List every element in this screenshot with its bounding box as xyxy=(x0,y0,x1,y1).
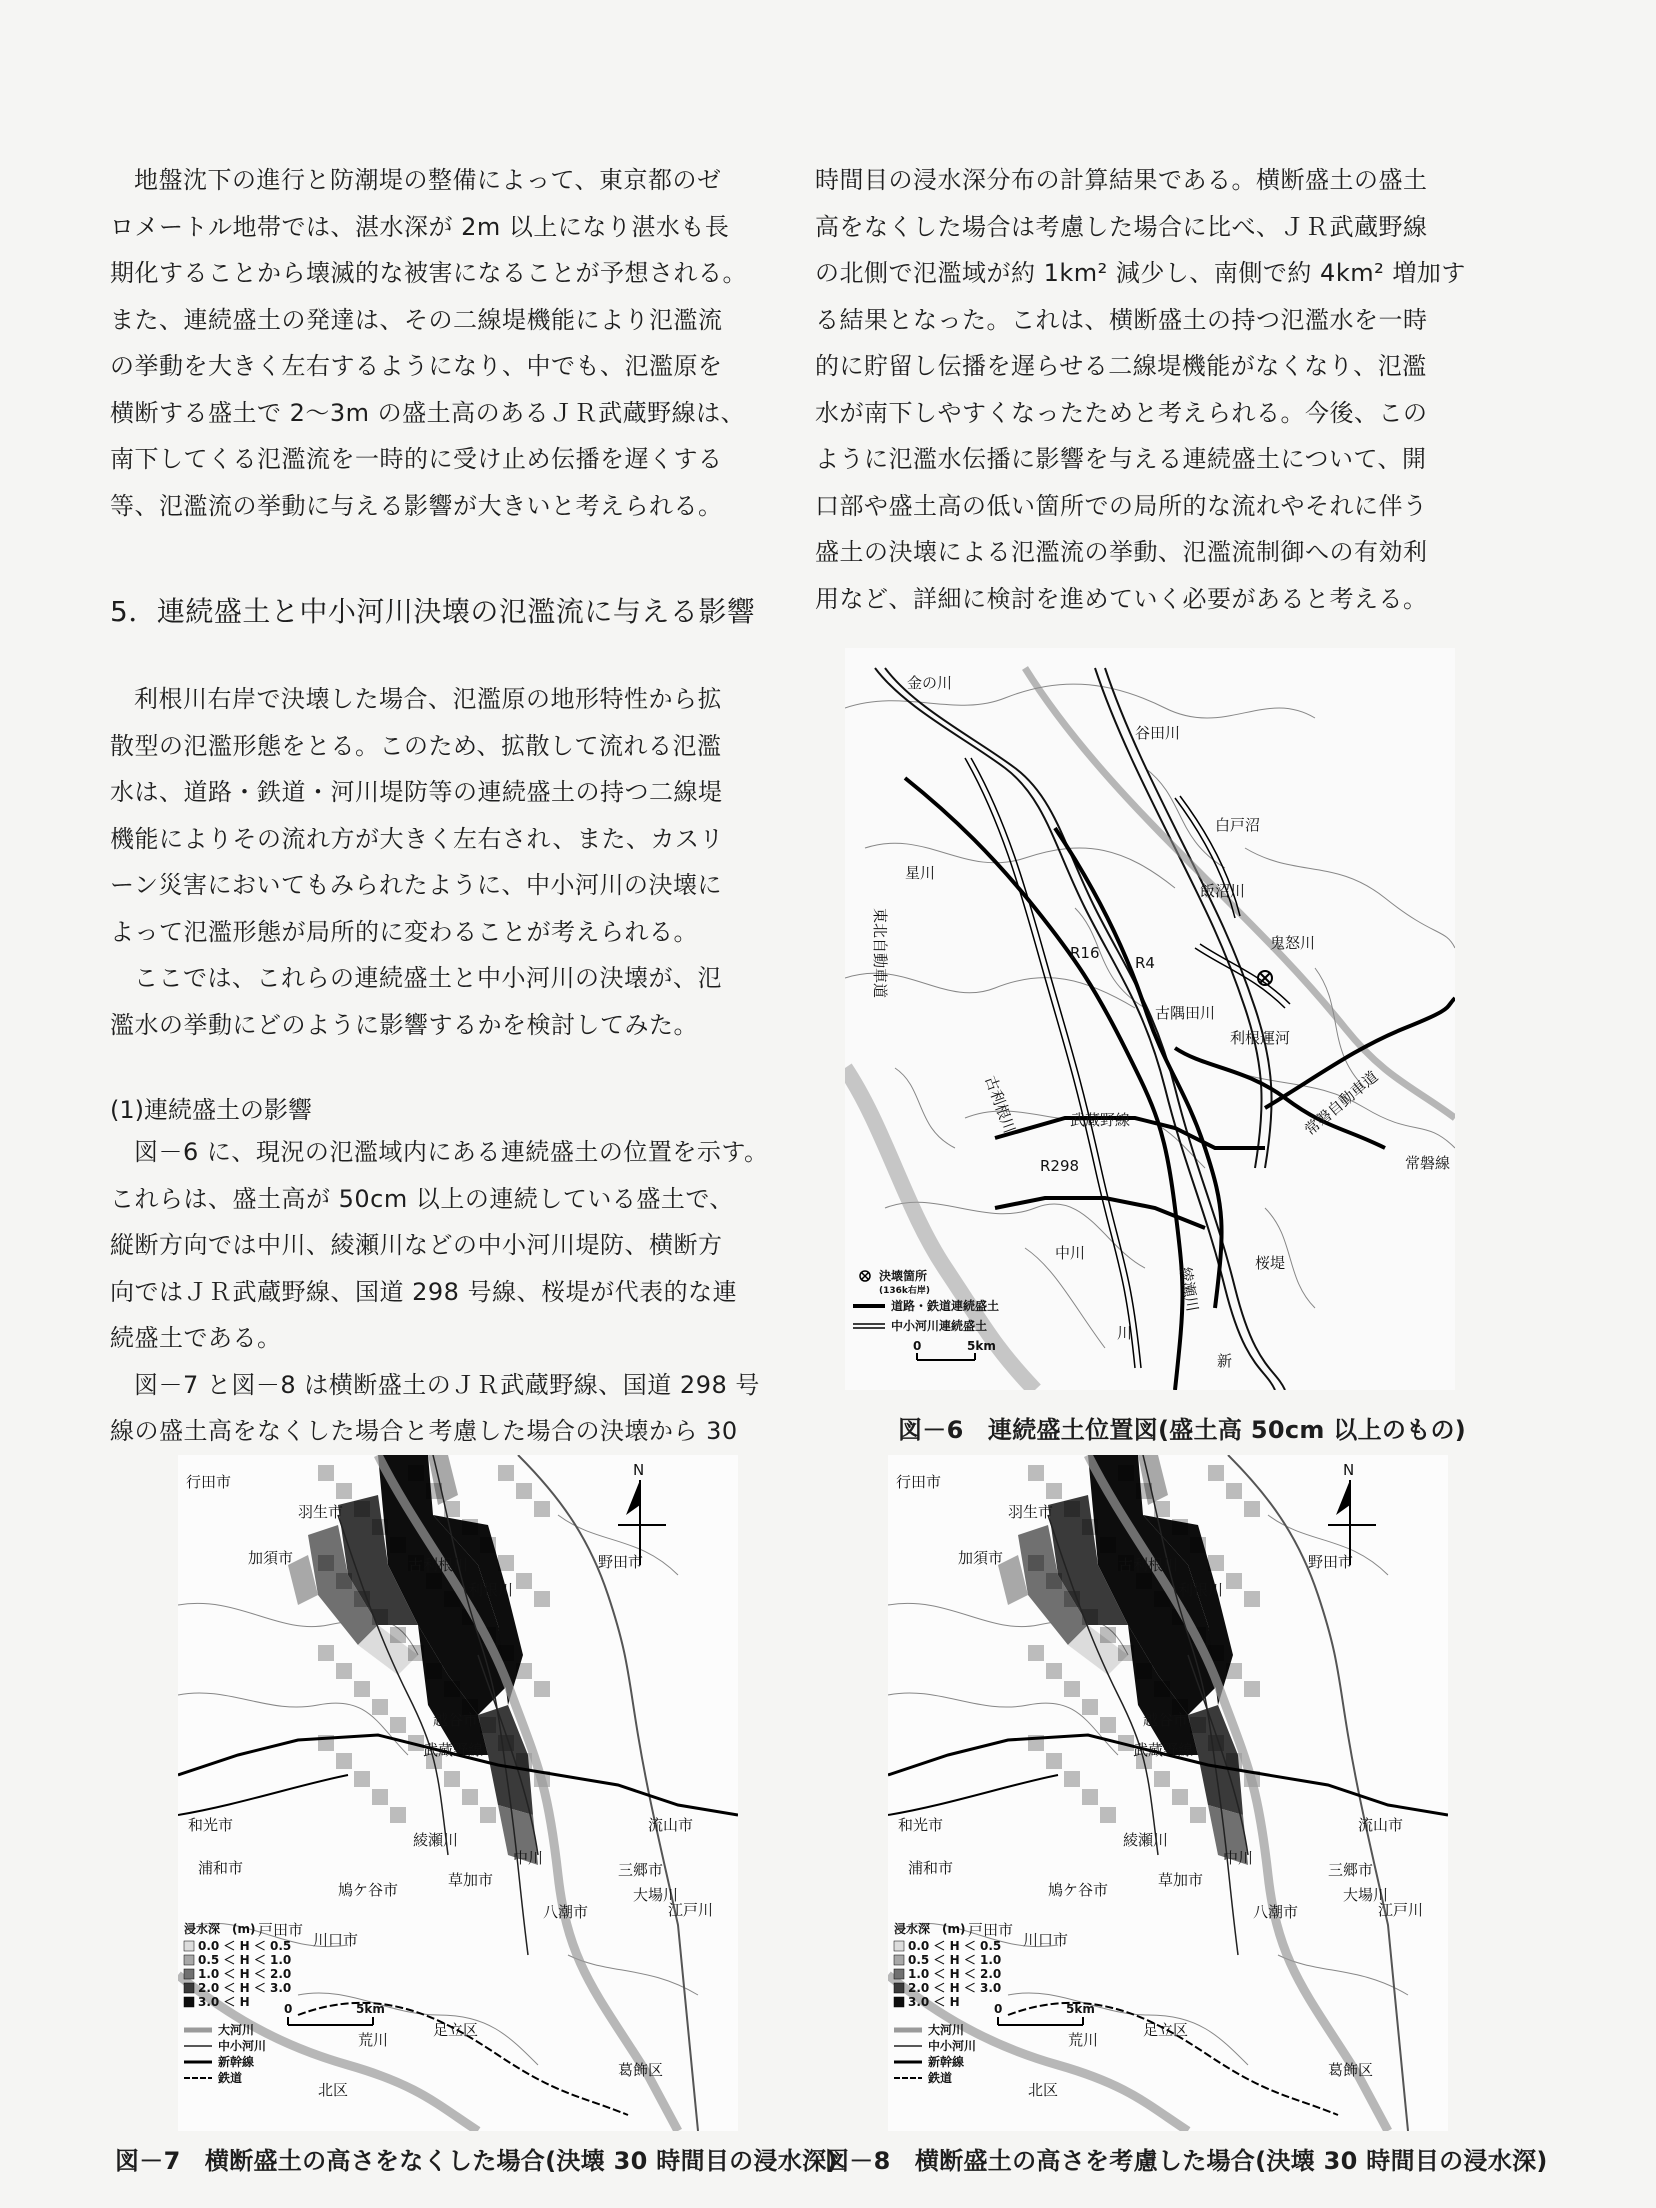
place-label: 戸田市 xyxy=(968,1921,1014,1939)
scale-zero: 0 xyxy=(913,1339,922,1353)
label-kanro: 金の川 xyxy=(907,674,953,692)
left-paragraph-2 xyxy=(110,676,724,1048)
legend-item: 1.0 ＜ H ＜ 2.0 xyxy=(198,1967,292,1981)
text-line: これらは、盛土高が 50cm 以上の連続している盛土で、 xyxy=(110,1184,734,1213)
legend-item: 2.0 ＜ H ＜ 3.0 xyxy=(198,1981,292,1995)
place-label: 綾瀬川 xyxy=(413,1831,459,1849)
label-iinuma: 飯沼川 xyxy=(1200,882,1246,900)
label-shin: 新 xyxy=(1217,1352,1233,1370)
place-label: 浦和市 xyxy=(908,1859,954,1877)
legend-item: 3.0 ＜ H xyxy=(198,1995,250,2009)
text-line: 等、氾濫流の挙動に与える影響が大きいと考えられる。 xyxy=(110,491,723,520)
text-line: 散型の氾濫形態をとる。このため、拡散して流れる氾濫 xyxy=(110,731,722,760)
text-line: 時間目の浸水深分布の計算結果である。横断盛土の盛土 xyxy=(815,166,1428,194)
place-label: 三郷市 xyxy=(618,1861,664,1879)
figure-6-caption: 図－6 連続盛土位置図(盛土高 50cm 以上のもの) xyxy=(898,1416,1467,1444)
left-paragraph-1 xyxy=(110,157,747,529)
place-label: 大場川 xyxy=(633,1886,679,1904)
place-label: 戸田市 xyxy=(258,1921,304,1939)
line-legend-item: 中小河川 xyxy=(928,2039,977,2053)
label-kinu: 鬼怒川 xyxy=(1270,934,1316,952)
label-r4: R4 xyxy=(1135,954,1155,972)
legend-item: 3.0 ＜ H xyxy=(908,1995,960,2009)
text-line: 口部や盛土高の低い箇所での局所的な流れやそれに伴う xyxy=(815,491,1428,520)
legend-swatch xyxy=(184,1941,194,1951)
text-line: 期化することから壊滅的な被害になることが予想される。 xyxy=(110,259,747,287)
scale-km: 5km xyxy=(967,1339,996,1353)
text-line: の挙動を大きく左右するようになり、中でも、氾濫原を xyxy=(110,352,723,380)
depth-map-svg xyxy=(888,1455,1448,2131)
place-label: 和光市 xyxy=(188,1816,234,1834)
text-line: 続盛土である。 xyxy=(110,1324,282,1352)
scale-zero: 0 xyxy=(284,2002,293,2016)
section-5-heading: 5．連続盛土と中小河川決壊の氾濫流に与える影響 xyxy=(110,595,756,628)
place-label: 越谷市 xyxy=(1143,1711,1189,1729)
legend-swatch xyxy=(894,1969,904,1979)
place-label: 行田市 xyxy=(186,1473,232,1491)
legend-item: 0.5 ＜ H ＜ 1.0 xyxy=(908,1953,1002,1967)
text-line: 濫水の挙動にどのように影響するかを検討してみた。 xyxy=(110,1010,698,1039)
place-label: 越谷市 xyxy=(433,1711,479,1729)
legend-item: 0.5 ＜ H ＜ 1.0 xyxy=(198,1953,292,1967)
place-label: 八潮市 xyxy=(543,1903,589,1921)
scale-km: 5km xyxy=(356,2002,385,2016)
right-paragraph-1 xyxy=(815,157,1466,622)
label-joban-expressway: 常磐自動車道 xyxy=(1301,1067,1382,1140)
text-line: 水は、道路・鉄道・河川堤防等の連続盛土の持つ二線堤 xyxy=(110,778,723,806)
label-kuma: 古隅田川 xyxy=(1155,1004,1216,1022)
legend-swatch xyxy=(184,1997,194,2007)
text-line: 利根川右岸で決壊した場合、氾濫原の地形特性から拡 xyxy=(134,685,722,713)
text-line: また、連続盛土の発達は、その二線堤機能により氾濫流 xyxy=(110,305,723,334)
label-nakagawa: 中川 xyxy=(1055,1244,1086,1262)
place-label: 草加市 xyxy=(448,1871,494,1889)
legend-swatch xyxy=(894,1955,904,1965)
figure-6-embankment-map xyxy=(845,648,1455,1390)
label-furutone: 古利根川 xyxy=(981,1073,1019,1136)
place-label: 鳩ケ谷市 xyxy=(1048,1881,1109,1899)
place-label: 草加市 xyxy=(1158,1871,1204,1889)
place-label: 羽生市 xyxy=(298,1503,344,1521)
place-label: 流山市 xyxy=(648,1816,694,1834)
place-label: 利根川 xyxy=(468,1581,514,1599)
line-legend-item: 大河川 xyxy=(218,2023,255,2037)
figure-7-caption: 図－7 横断盛土の高さをなくした場合(決壊 30 時間目の浸水深) xyxy=(115,2147,838,2175)
subsection-1-heading: (1)連続盛土の影響 xyxy=(110,1096,312,1124)
place-label: 三郷市 xyxy=(1328,1861,1374,1879)
line-legend-item: 鉄道 xyxy=(928,2071,953,2085)
text-line: 縦断方向では中川、綾瀬川などの中小河川堤防、横断方 xyxy=(110,1231,723,1259)
text-line: る結果となった。これは、横断盛土の持つ氾濫水を一時 xyxy=(815,305,1428,334)
figure-7-depth-map xyxy=(178,1455,738,2131)
text-line: よって氾濫形態が局所的に変わることが考えられる。 xyxy=(110,917,698,946)
place-label: 鳩ケ谷市 xyxy=(338,1881,399,1899)
label-joban-line: 常磐線 xyxy=(1405,1154,1451,1172)
legend-swatch xyxy=(184,1955,194,1965)
place-label: 北区 xyxy=(1028,2081,1059,2099)
legend-swatch xyxy=(894,1997,904,2007)
legend-river: 中小河川連続盛土 xyxy=(891,1319,988,1333)
north-label: N xyxy=(1343,1461,1355,1479)
label-kawa: 川 xyxy=(1117,1324,1133,1342)
text-line: の北側で氾濫域が約 1km² 減少し、南側で約 4km² 増加す xyxy=(815,259,1466,287)
line-legend-item: 中小河川 xyxy=(218,2039,267,2053)
label-tone-canal: 利根運河 xyxy=(1230,1029,1291,1047)
label-r298: R298 xyxy=(1040,1157,1080,1175)
legend-swatch xyxy=(184,1969,194,1979)
scale-km: 5km xyxy=(1066,2002,1095,2016)
legend-title: 浸水深 (m) xyxy=(894,1922,966,1936)
line-legend-item: 新幹線 xyxy=(218,2055,255,2069)
place-label: 荒川 xyxy=(358,2031,389,2049)
text-line: 高をなくした場合は考慮した場合に比べ、ＪＲ武蔵野線 xyxy=(815,212,1428,241)
place-label: 八潮市 xyxy=(1253,1903,1299,1921)
legend-breach-sub: (136k右岸) xyxy=(879,1286,930,1296)
place-label: 武蔵野線 xyxy=(423,1741,484,1759)
place-label: 江戸川 xyxy=(1378,1901,1424,1919)
line-legend-item: 大河川 xyxy=(928,2023,965,2037)
place-label: 古利根川 xyxy=(408,1556,469,1574)
place-label: 川口市 xyxy=(313,1931,359,1949)
place-label: 大場川 xyxy=(1343,1886,1389,1904)
label-ayase: 綾瀬川 xyxy=(1176,1265,1202,1314)
place-label: 綾瀬川 xyxy=(1123,1831,1169,1849)
place-label: 川口市 xyxy=(1023,1931,1069,1949)
place-label: 荒川 xyxy=(1068,2031,1099,2049)
figure-8-caption: 図－8 横断盛土の高さを考慮した場合(決壊 30 時間目の浸水深) xyxy=(825,2147,1548,2175)
text-line: 盛土の決壊による氾濫流の挙動、氾濫流制御への有効利 xyxy=(815,538,1428,566)
scale-zero: 0 xyxy=(994,2002,1003,2016)
text-line: ように氾濫水伝播に影響を与える連続盛土について、開 xyxy=(815,445,1427,473)
embankment-map-svg xyxy=(845,648,1455,1390)
depth-map-svg xyxy=(178,1455,738,2131)
legend-swatch xyxy=(184,1983,194,1993)
legend-item: 0.0 ＜ H ＜ 0.5 xyxy=(198,1939,292,1953)
text-line: 向ではＪＲ武蔵野線、国道 298 号線、桜堤が代表的な連 xyxy=(110,1277,738,1306)
place-label: 和光市 xyxy=(898,1816,944,1834)
place-label: 武蔵野線 xyxy=(1133,1741,1194,1759)
place-label: 野田市 xyxy=(1308,1553,1354,1571)
text-line: 水が南下しやすくなったためと考えられる。今後、この xyxy=(815,398,1428,427)
place-label: 加須市 xyxy=(958,1549,1004,1567)
text-line: 図－7 と図－8 は横断盛土のＪＲ武蔵野線、国道 298 号 xyxy=(134,1370,760,1399)
place-label: 江戸川 xyxy=(668,1901,714,1919)
figure-8-depth-map xyxy=(888,1455,1448,2131)
place-label: 足立区 xyxy=(433,2021,479,2039)
text-line: 機能によりその流れ方が大きく左右され、また、カスリ xyxy=(110,824,724,853)
place-label: 野田市 xyxy=(598,1553,644,1571)
place-label: 羽生市 xyxy=(1008,1503,1054,1521)
text-line: 南下してくる氾濫流を一時的に受け止め伝播を遅くする xyxy=(110,445,723,473)
place-label: 中川 xyxy=(1223,1849,1254,1867)
legend-item: 0.0 ＜ H ＜ 0.5 xyxy=(908,1939,1002,1953)
legend-item: 1.0 ＜ H ＜ 2.0 xyxy=(908,1967,1002,1981)
place-label: 中川 xyxy=(513,1849,544,1867)
text-line: ここでは、これらの連続盛土と中小河川の決壊が、氾 xyxy=(134,964,722,992)
line-legend-item: 新幹線 xyxy=(928,2055,965,2069)
place-label: 北区 xyxy=(318,2081,349,2099)
legend-item: 2.0 ＜ H ＜ 3.0 xyxy=(908,1981,1002,1995)
place-label: 行田市 xyxy=(896,1473,942,1491)
text-line: 線の盛土高をなくした場合と考慮した場合の決壊から 30 xyxy=(110,1417,738,1445)
place-label: 足立区 xyxy=(1143,2021,1189,2039)
legend-road: 道路・鉄道連続盛土 xyxy=(891,1299,1000,1313)
text-line: 的に貯留し伝播を遅らせる二線堤機能がなくなり、氾濫 xyxy=(815,352,1427,380)
label-tama: 谷田川 xyxy=(1135,724,1181,742)
text-line: ーン災害においてもみられたように、中小河川の決壊に xyxy=(110,871,723,899)
label-hoshi: 星川 xyxy=(905,864,936,882)
place-label: 浦和市 xyxy=(198,1859,244,1877)
place-label: 流山市 xyxy=(1358,1816,1404,1834)
place-label: 利根川 xyxy=(1178,1581,1224,1599)
label-sakura: 桜堤 xyxy=(1255,1254,1286,1272)
north-label: N xyxy=(633,1461,645,1479)
legend-title: 浸水深 (m) xyxy=(184,1922,256,1936)
label-musashino: 武蔵野線 xyxy=(1070,1111,1131,1129)
label-tobu: 東北自動車道 xyxy=(871,908,889,999)
place-label: 葛飾区 xyxy=(618,2061,664,2079)
left-paragraph-3 xyxy=(110,1129,768,1455)
label-kou: 白戸沼 xyxy=(1215,816,1261,834)
text-line: ロメートル地帯では、湛水深が 2m 以上になり湛水も長 xyxy=(110,212,730,241)
legend-swatch xyxy=(894,1941,904,1951)
text-line: 図－6 に、現況の氾濫域内にある連続盛土の位置を示す。 xyxy=(134,1138,769,1166)
place-label: 加須市 xyxy=(248,1549,294,1567)
place-label: 古利根川 xyxy=(1118,1556,1179,1574)
label-r16: R16 xyxy=(1070,944,1100,962)
place-label: 葛飾区 xyxy=(1328,2061,1374,2079)
legend-breach: 決壊箇所 xyxy=(879,1269,928,1283)
text-line: 横断する盛土で 2～3m の盛土高のあるＪＲ武蔵野線は、 xyxy=(110,398,746,427)
legend-swatch xyxy=(894,1983,904,1993)
text-line: 地盤沈下の進行と防潮堤の整備によって、東京都のゼ xyxy=(134,166,722,194)
text-line: 用など、詳細に検討を進めていく必要があると考える。 xyxy=(815,584,1428,613)
line-legend-item: 鉄道 xyxy=(218,2071,243,2085)
